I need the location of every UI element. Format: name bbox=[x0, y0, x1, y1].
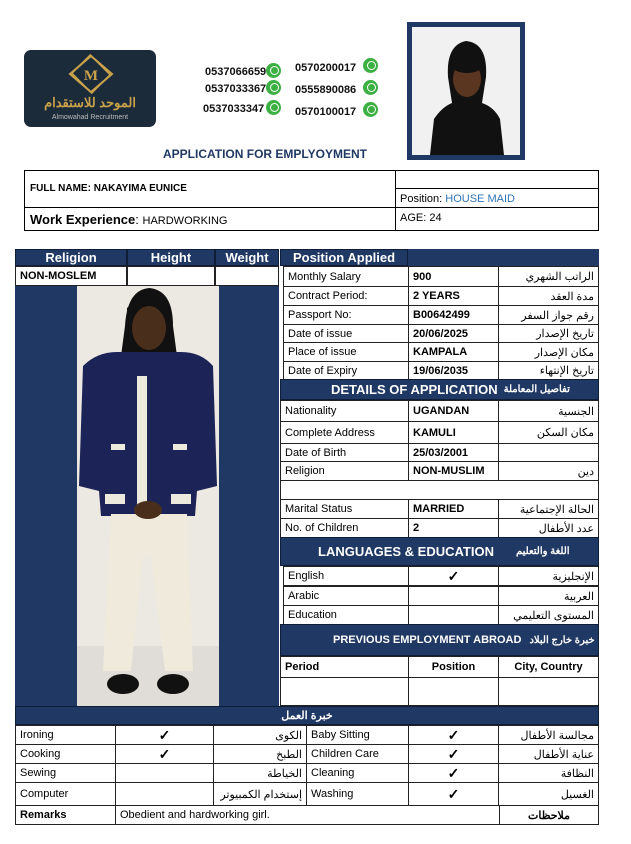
position-row-label: Place of issue bbox=[283, 342, 409, 362]
religion-value: NON-MOSLEM bbox=[15, 266, 127, 286]
height-header: Height bbox=[127, 249, 215, 266]
position-row-label: Passport No: bbox=[283, 305, 409, 325]
skill-arabic-right: مجالسة الأطفال bbox=[498, 725, 599, 745]
prev-row-period bbox=[280, 677, 409, 706]
position-applied-header: Position Applied bbox=[280, 249, 408, 266]
skill-check-left bbox=[115, 763, 214, 783]
details-row-value: KAMULI bbox=[408, 421, 499, 444]
marital-row-label: Marital Status bbox=[280, 499, 409, 519]
position-field bbox=[400, 193, 515, 205]
position-row-value: B00642499 bbox=[408, 305, 499, 325]
prev-col-city: City, Country bbox=[498, 656, 599, 678]
whatsapp-icon bbox=[266, 80, 281, 95]
whatsapp-icon bbox=[363, 58, 378, 73]
prev-col-position: Position bbox=[408, 656, 499, 678]
portrait-photo bbox=[407, 22, 525, 160]
details-row-value: NON-MUSLIM bbox=[408, 461, 499, 481]
position-row-value: 900 bbox=[408, 266, 499, 287]
skill-label-left: Computer bbox=[15, 782, 116, 806]
skill-label-right: Baby Sitting bbox=[306, 725, 409, 745]
skill-arabic-left: إستخدام الكمبيوتر bbox=[213, 782, 307, 806]
skills-header: خبرة العمل bbox=[15, 706, 599, 725]
skill-label-right: Children Care bbox=[306, 744, 409, 764]
position-value: HOUSE MAID bbox=[445, 193, 515, 205]
skill-arabic-right: الغسيل bbox=[498, 782, 599, 806]
languages-header-en: LANGUAGES & EDUCATION bbox=[318, 544, 494, 559]
details-row-label: Nationality bbox=[280, 400, 409, 422]
whatsapp-icon bbox=[363, 102, 378, 117]
page-title: APPLICATION FOR EMPLYOYMENT bbox=[162, 147, 367, 161]
phone-left-1: 0537066659 bbox=[205, 66, 267, 78]
details-row-label: Complete Address bbox=[280, 421, 409, 444]
position-label: Position: bbox=[400, 193, 443, 205]
phone-right-2: 0555890086 bbox=[295, 84, 357, 96]
prev-row-city bbox=[498, 677, 599, 706]
prev-col-period: Period bbox=[280, 656, 409, 678]
position-row-label: Date of Expiry bbox=[283, 361, 409, 380]
full-name-value: NAKAYIMA EUNICE bbox=[93, 183, 187, 194]
details-blank-row bbox=[280, 480, 599, 500]
skill-arabic-right: النظافة bbox=[498, 763, 599, 783]
phone-left-3: 0537033347 bbox=[203, 103, 265, 115]
position-row-value: 19/06/2035 bbox=[408, 361, 499, 380]
full-name-field bbox=[30, 183, 187, 194]
position-row-arabic: رقم جواز السفر bbox=[498, 305, 599, 325]
position-row-label: Contract Period: bbox=[283, 286, 409, 306]
skill-label-left: Cooking bbox=[15, 744, 116, 764]
svg-text:M: M bbox=[83, 68, 99, 84]
skill-label-right: Washing bbox=[306, 782, 409, 806]
marital-row-arabic: عدد الأطفال bbox=[498, 518, 599, 538]
previous-employment-header bbox=[280, 624, 599, 656]
full-body-photo bbox=[15, 286, 279, 706]
skill-check-right: ✓ bbox=[408, 744, 499, 764]
details-header bbox=[280, 379, 599, 400]
position-row-value: 20/06/2025 bbox=[408, 324, 499, 343]
details-row-arabic bbox=[498, 443, 599, 462]
language-row-label: Education bbox=[283, 605, 409, 625]
company-logo bbox=[24, 50, 156, 127]
remarks-label: Remarks bbox=[15, 805, 116, 825]
details-row-label: Religion bbox=[280, 461, 409, 481]
phone-right-1: 0570200017 bbox=[295, 62, 357, 74]
age-field bbox=[400, 212, 442, 224]
skill-check-left: ✓ bbox=[115, 744, 214, 764]
language-row-arabic: العربية bbox=[498, 586, 599, 606]
whatsapp-icon bbox=[266, 100, 281, 115]
logo-emblem-icon bbox=[66, 54, 116, 94]
details-row-value: UGANDAN bbox=[408, 400, 499, 422]
language-row-arabic: المستوى التعليمي bbox=[498, 605, 599, 625]
age-label: AGE: bbox=[400, 212, 427, 224]
position-row-arabic: مدة العقد bbox=[498, 286, 599, 306]
work-experience-label: Work Experience bbox=[30, 212, 136, 227]
work-experience-field bbox=[30, 212, 227, 227]
marital-row-arabic: الحالة الإجتماعية bbox=[498, 499, 599, 519]
details-header-ar: تفاصيل المعاملة bbox=[503, 384, 570, 395]
full-name-label: FULL NAME: bbox=[30, 183, 91, 194]
position-row-value: KAMPALA bbox=[408, 342, 499, 362]
logo-english-name: Almowahad Recruitment bbox=[51, 114, 129, 121]
language-row-arabic: الإنجليزية bbox=[498, 566, 599, 586]
languages-header-ar: اللغة والتعليم bbox=[515, 546, 570, 557]
skill-check-left bbox=[115, 782, 214, 806]
previous-employment-header-ar: خبرة خارج البلاد bbox=[529, 634, 595, 646]
details-header-en: DETAILS OF APPLICATION bbox=[331, 382, 498, 397]
remarks-value: Obedient and hardworking girl. bbox=[115, 805, 500, 825]
skill-arabic-left: الكوى bbox=[213, 725, 307, 745]
phone-left-2: 0537033367 bbox=[205, 83, 267, 95]
logo-arabic-name: الموحد للاستقدام bbox=[44, 95, 136, 110]
position-row-label: Monthly Salary bbox=[283, 266, 409, 287]
skill-arabic-right: عناية الأطفال bbox=[498, 744, 599, 764]
language-row-label: English bbox=[283, 566, 409, 586]
work-experience-separator: : bbox=[135, 212, 139, 227]
skill-arabic-left: الطبخ bbox=[213, 744, 307, 764]
details-row-arabic: مكان السكن bbox=[498, 421, 599, 444]
languages-header bbox=[280, 537, 599, 566]
work-experience-value: HARDWORKING bbox=[142, 215, 228, 227]
religion-header: Religion bbox=[15, 249, 127, 266]
skill-check-right: ✓ bbox=[408, 782, 499, 806]
language-row-check: ✓ bbox=[408, 566, 499, 586]
position-row-label: Date of issue bbox=[283, 324, 409, 343]
language-row-check bbox=[408, 586, 499, 606]
position-row-arabic: مكان الإصدار bbox=[498, 342, 599, 362]
phone-right-3: 0570100017 bbox=[295, 106, 357, 118]
skill-label-left: Sewing bbox=[15, 763, 116, 783]
details-row-arabic: دين bbox=[498, 461, 599, 481]
language-row-check bbox=[408, 605, 499, 625]
whatsapp-icon bbox=[266, 63, 281, 78]
skill-check-left: ✓ bbox=[115, 725, 214, 745]
marital-row-value: 2 bbox=[408, 518, 499, 538]
position-row-arabic: الراتب الشهري bbox=[498, 266, 599, 287]
height-value bbox=[127, 266, 215, 286]
position-row-value: 2 YEARS bbox=[408, 286, 499, 306]
position-row-arabic: تاريخ الإنتهاء bbox=[498, 361, 599, 380]
remarks-arabic: ملاحظات bbox=[499, 805, 599, 825]
skill-check-right: ✓ bbox=[408, 763, 499, 783]
position-row-arabic: تاريخ الإصدار bbox=[498, 324, 599, 343]
weight-value bbox=[215, 266, 279, 286]
language-row-label: Arabic bbox=[283, 586, 409, 606]
skill-label-right: Cleaning bbox=[306, 763, 409, 783]
age-value: 24 bbox=[429, 212, 442, 224]
details-row-arabic: الجنسية bbox=[498, 400, 599, 422]
skill-check-right: ✓ bbox=[408, 725, 499, 745]
marital-row-value: MARRIED bbox=[408, 499, 499, 519]
whatsapp-icon bbox=[363, 80, 378, 95]
marital-row-label: No. of Children bbox=[280, 518, 409, 538]
skill-arabic-left: الخياطة bbox=[213, 763, 307, 783]
skill-label-left: Ironing bbox=[15, 725, 116, 745]
details-row-label: Date of Birth bbox=[280, 443, 409, 462]
details-row-value: 25/03/2001 bbox=[408, 443, 499, 462]
prev-row-position bbox=[408, 677, 499, 706]
previous-employment-header-en: PREVIOUS EMPLOYMENT ABROAD bbox=[333, 634, 522, 646]
weight-header: Weight bbox=[215, 249, 279, 266]
